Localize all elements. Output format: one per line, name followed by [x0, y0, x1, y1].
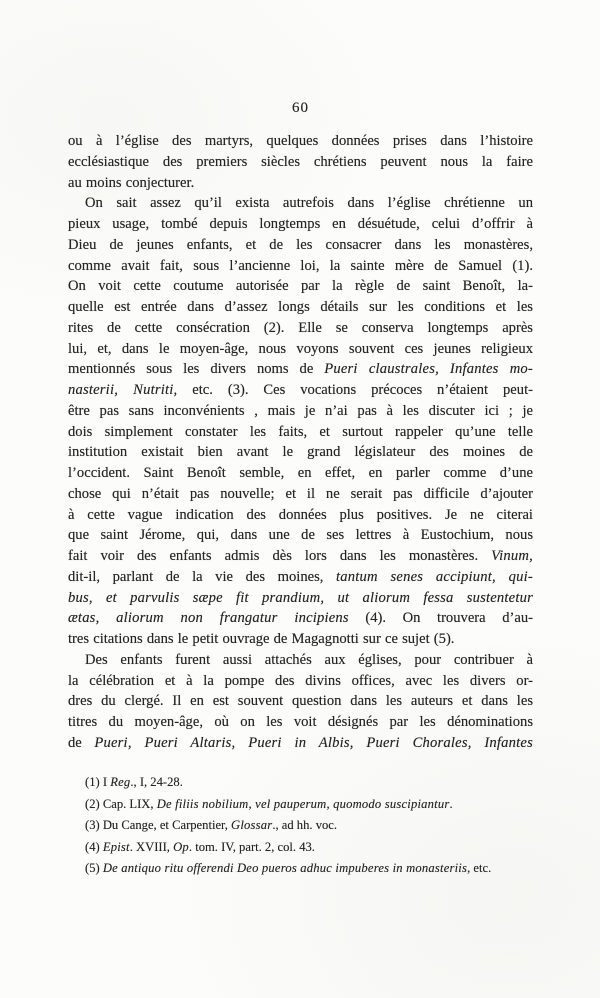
text-line: [68, 712, 533, 733]
italic-run: Glossar: [231, 818, 273, 833]
text-run: la célébration et à la pompe des divins offices, avec les divers or-: [68, 672, 533, 689]
text-run: dois simplement constater les faits, et surtout rappeler qu’une telle: [68, 423, 533, 440]
text-line: [68, 525, 533, 546]
text-line: [68, 671, 533, 692]
text-line: [68, 173, 533, 194]
text-line: [68, 608, 533, 629]
italic-run: bus, et parvulis sæpe fit prandium, ut aliorum fessa sustentetur: [68, 589, 533, 606]
text-run: rites de cette consécration (2). Elle se conserva longtemps après: [68, 319, 533, 336]
italic-run: Pueri claustrales,: [324, 361, 439, 378]
footnote: [85, 858, 535, 880]
text-run: quelle est entrée dans d’assez longs détails sur les conditions et les: [68, 299, 533, 315]
italic-run: Infantes mo-: [449, 361, 533, 378]
text-run: .: [449, 796, 453, 811]
text-run: . tom. IV, part. 2, col. 43.: [188, 839, 315, 854]
page-number: 60: [292, 100, 309, 116]
text-line: [68, 214, 533, 235]
footnote: [85, 772, 535, 794]
italic-run: ætas, aliorum non frangatur incipiens: [68, 610, 349, 627]
text-line: [68, 422, 533, 443]
text-run: au moins conjecturer.: [68, 174, 195, 191]
text-line: [68, 567, 533, 588]
text-run: (2) Cap. LIX,: [85, 796, 157, 811]
text-line: [68, 339, 533, 360]
footnote: [85, 815, 535, 837]
text-line: [68, 733, 533, 754]
text-run: institution existait bien avant le grand législateur des moines de: [68, 444, 533, 461]
text-run: . XVIII,: [129, 839, 174, 854]
text-run: à cette vague indication des données plus positives. Je ne citerai: [68, 506, 533, 523]
text-line: [68, 297, 533, 318]
text-line: [68, 546, 533, 567]
text-line: [68, 588, 533, 609]
text-run: tres citations dans le petit ouvrage de Magagnotti sur ce sujet (5).: [68, 631, 455, 647]
text-run: lui, et, dans le moyen-âge, nous voyons souvent ces jeunes religieux: [68, 340, 533, 357]
text-line: [68, 380, 533, 401]
text-run: de: [68, 734, 95, 751]
text-run: mentionnés sous les divers noms de: [68, 361, 325, 378]
body-text: [68, 131, 533, 754]
text-line: [68, 650, 533, 671]
text-line: [68, 193, 533, 214]
text-run: ou à l’église des martyrs, quelques données prises dans l’histoire: [68, 133, 533, 149]
text-run: On sait assez qu’il exista autrefois dans l’église chrétienne un: [85, 195, 533, 212]
italic-run: De antiquo ritu offerendi Deo pueros adhuc impuberes in monasteriis: [102, 861, 468, 876]
text-run: , etc.: [467, 861, 492, 876]
text-run: etc. (3). Ces vocations précoces n’étaient peut-: [177, 382, 533, 398]
text-line: [68, 276, 533, 297]
text-run: ., I, 24-28.: [130, 775, 183, 789]
italic-run: Op: [173, 839, 189, 854]
text-run: (3) Du Cange, et Carpentier,: [85, 818, 232, 833]
text-run: être pas sans inconvénients , mais je n’ai pas à les discuter ici ; je: [68, 402, 533, 419]
text-run: pieux usage, tombé depuis longtemps en désuétude, celui d’offrir à: [68, 216, 533, 232]
italic-run: Vinum,: [491, 548, 533, 564]
text-run: comme avait fait, sous l’ancienne loi, la sainte mère de Samuel (1).: [68, 257, 533, 274]
text-run: que saint Jérome, qui, dans une de ses lettres à Eustochium, nous: [68, 527, 533, 544]
footnote: [85, 794, 535, 816]
italic-run: Reg: [110, 775, 131, 789]
text-line: [68, 152, 533, 173]
text-run: (1) I: [85, 775, 111, 789]
text-line: [68, 691, 533, 712]
text-line: [68, 318, 533, 339]
text-line: [68, 505, 533, 526]
text-line: [68, 401, 533, 422]
text-line: [68, 131, 533, 152]
text-line: [68, 442, 533, 463]
text-line: [68, 256, 533, 277]
italic-run: nasterii, Nutriti,: [68, 382, 178, 398]
text-run: [439, 361, 450, 377]
text-run: l’occident. Saint Benoît semble, en effet, en parler comme d’une: [68, 465, 533, 481]
text-line: [68, 359, 533, 380]
text-run: chose qui n’était pas nouvelle; et il ne serait pas difficile d’ajouter: [68, 485, 533, 502]
text-run: ecclésiastique des premiers siècles chrétiens peuvent nous la faire: [68, 153, 533, 170]
text-run: titres du moyen-âge, où on les voit désignés par les dénominations: [68, 714, 533, 730]
text-run: Dieu de jeunes enfants, et de les consacrer dans les monastères,: [68, 236, 533, 253]
footnote: [85, 837, 535, 859]
text-run: (5): [85, 861, 103, 876]
text-run: dit-il, parlant de la vie des moines,: [68, 568, 337, 585]
footnotes: [85, 772, 535, 880]
text-line: [68, 463, 533, 484]
italic-run: Pueri, Pueri Altaris, Pueri in Albis, Pueri Chorales, Infantes: [94, 734, 533, 751]
italic-run: Epist: [102, 839, 130, 854]
text-run: fait voir des enfants admis dès lors dans les monastères.: [68, 548, 492, 564]
text-run: (4). On trouvera d’au-: [348, 610, 533, 627]
text-run: (4): [85, 839, 103, 854]
text-run: ., ad hh. voc.: [272, 818, 338, 833]
text-run: dres du clergé. Il en est souvent question dans les auteurs et dans les: [68, 693, 533, 710]
text-line: [68, 235, 533, 256]
text-run: On voit cette coutume autorisée par la règle de saint Benoît, la-: [68, 278, 533, 295]
text-run: Des enfants furent aussi attachés aux églises, pour contribuer à: [85, 651, 533, 668]
text-line: [68, 629, 533, 650]
italic-run: tantum senes accipiunt, qui-: [336, 568, 533, 585]
italic-run: De filiis nobilium, vel pauperum, quomodo suscipiantur: [156, 796, 450, 811]
text-line: [68, 484, 533, 505]
